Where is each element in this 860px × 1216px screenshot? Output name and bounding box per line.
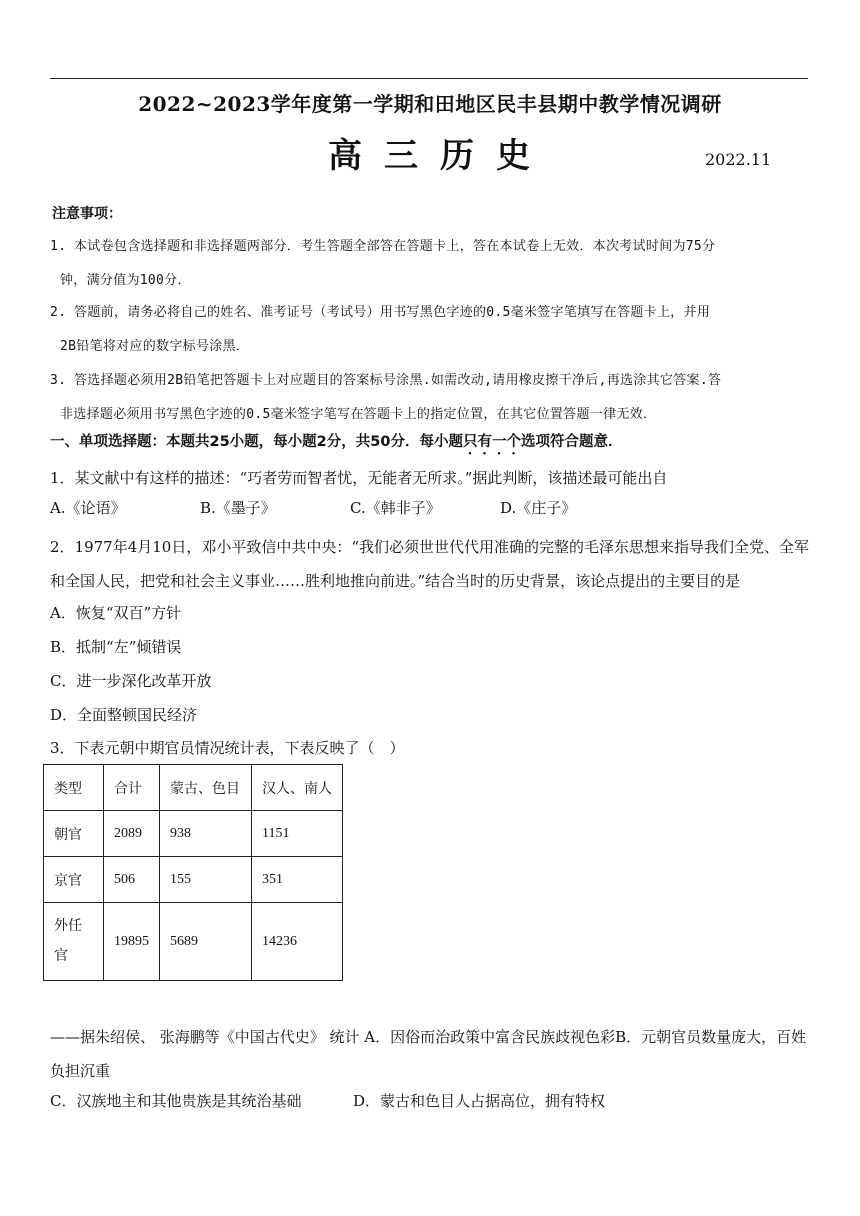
option-a: A.《论语》 [50,499,126,517]
option-d: D.《庄子》 [500,499,577,517]
notice-item [50,296,808,364]
question-2-stem: 2．1977年4月10日，邓小平致信中共中央：“我们必须世世代代用准确的完整的毛泽东思想来指导我们全党、全军和全国人民，把党和社会主义事业……胜利地推向前进。”结合当时的历史背景，该论点提出的主要目的是 [50,538,810,590]
question-3-stem: 3．下表元朝中期官员情况统计表，下表反映了（ ） [50,739,405,757]
question-3-source-and-options: ——据朱绍侯、 张海鹏等《中国古代史》 统计 A．因俗而治政策中富含民族歧视色彩B．元朝官员数量庞大，百姓负担沉重 [50,1028,807,1080]
table-row [44,857,343,903]
table-cell: 155 [160,857,252,903]
section-heading-emphasis: 只有一个 [462,434,521,450]
table-header-cell: 类型 [44,765,104,811]
option-d: D．蒙古和色目人占据高位，拥有特权 [353,1092,606,1110]
notice-heading: 注意事项： [52,206,122,222]
option-a: A．恢复“双百”方针 [50,604,182,622]
notice-text: 本试卷包含选择题和非选择题两部分．考生答题全部答在答题卡上，答在本试卷上无效．本次考试时间为75分 [74,239,716,254]
table-header-cell: 汉人、南人 [252,765,343,811]
exam-title-line: 2022~2023学年度第一学期和田地区民丰县期中教学情况调研 [138,92,722,116]
table-header-row [44,765,343,811]
officials-table [43,764,343,981]
notice-item [50,230,808,298]
notice-number: 2. [50,305,67,320]
notice-text: 答选择题必须用2B铅笔把答题卡上对应题目的答案标号涂黑.如需改动,请用橡皮擦干净后,再选涂其它答案.答 [74,373,722,388]
table-cell: 2089 [104,811,160,857]
notice-item [50,364,808,432]
option-c: C．汉族地主和其他贵族是其统治基础 [50,1092,302,1110]
notice-text: 答题前，请务必将自己的姓名、准考证号（考试号）用书写黑色字迹的0.5毫米签字笔填写在答题卡上，并用 [74,305,711,320]
table-cell: 京官 [44,857,104,903]
table-header-cell: 蒙古、色目 [160,765,252,811]
option-d: D．全面整顿国民经济 [50,706,198,724]
option-b: B．抵制“左”倾错误 [50,638,182,656]
option-c: C．进一步深化改革开放 [50,672,212,690]
notice-text-cont: 非选择题必须用书写黑色字迹的0.5毫米签字笔写在答题卡上的指定位置，在其它位置答题一律无效． [60,407,657,422]
option-b: B.《墨子》 [200,499,276,517]
section-heading-text: 一、单项选择题：本题共25小题，每小题2分，共50分．每小题 [50,434,463,450]
table-cell: 506 [104,857,160,903]
table-row [44,903,343,981]
table-cell: 938 [160,811,252,857]
notice-number: 1. [50,239,67,254]
table-row [44,811,343,857]
notice-text-cont: 钟，满分值为100分． [60,273,191,288]
notice-number: 3. [50,373,67,388]
header-rule [50,78,808,79]
exam-date: 2022.11 [705,150,772,169]
subject-title: 高三历史 [328,136,552,176]
notice-text-cont: 2B铅笔将对应的数字标号涂黑． [60,339,250,354]
table-cell: 外任官 [44,903,104,981]
section-heading-text-end: 选项符合题意． [520,434,623,450]
table-cell: 5689 [160,903,252,981]
table-cell: 351 [252,857,343,903]
option-c: C.《韩非子》 [350,499,441,517]
question-1-stem: 1．某文献中有这样的描述：“巧者劳而智者忧，无能者无所求。”据此判断，该描述最可能出自 [50,469,668,487]
question-1-options [50,497,650,518]
section-heading [50,430,622,458]
table-cell: 朝官 [44,811,104,857]
table-cell: 19895 [104,903,160,981]
question-3-options-cd [50,1090,605,1111]
table-cell: 1151 [252,811,343,857]
table-cell: 14236 [252,903,343,981]
table-header-cell: 合计 [104,765,160,811]
